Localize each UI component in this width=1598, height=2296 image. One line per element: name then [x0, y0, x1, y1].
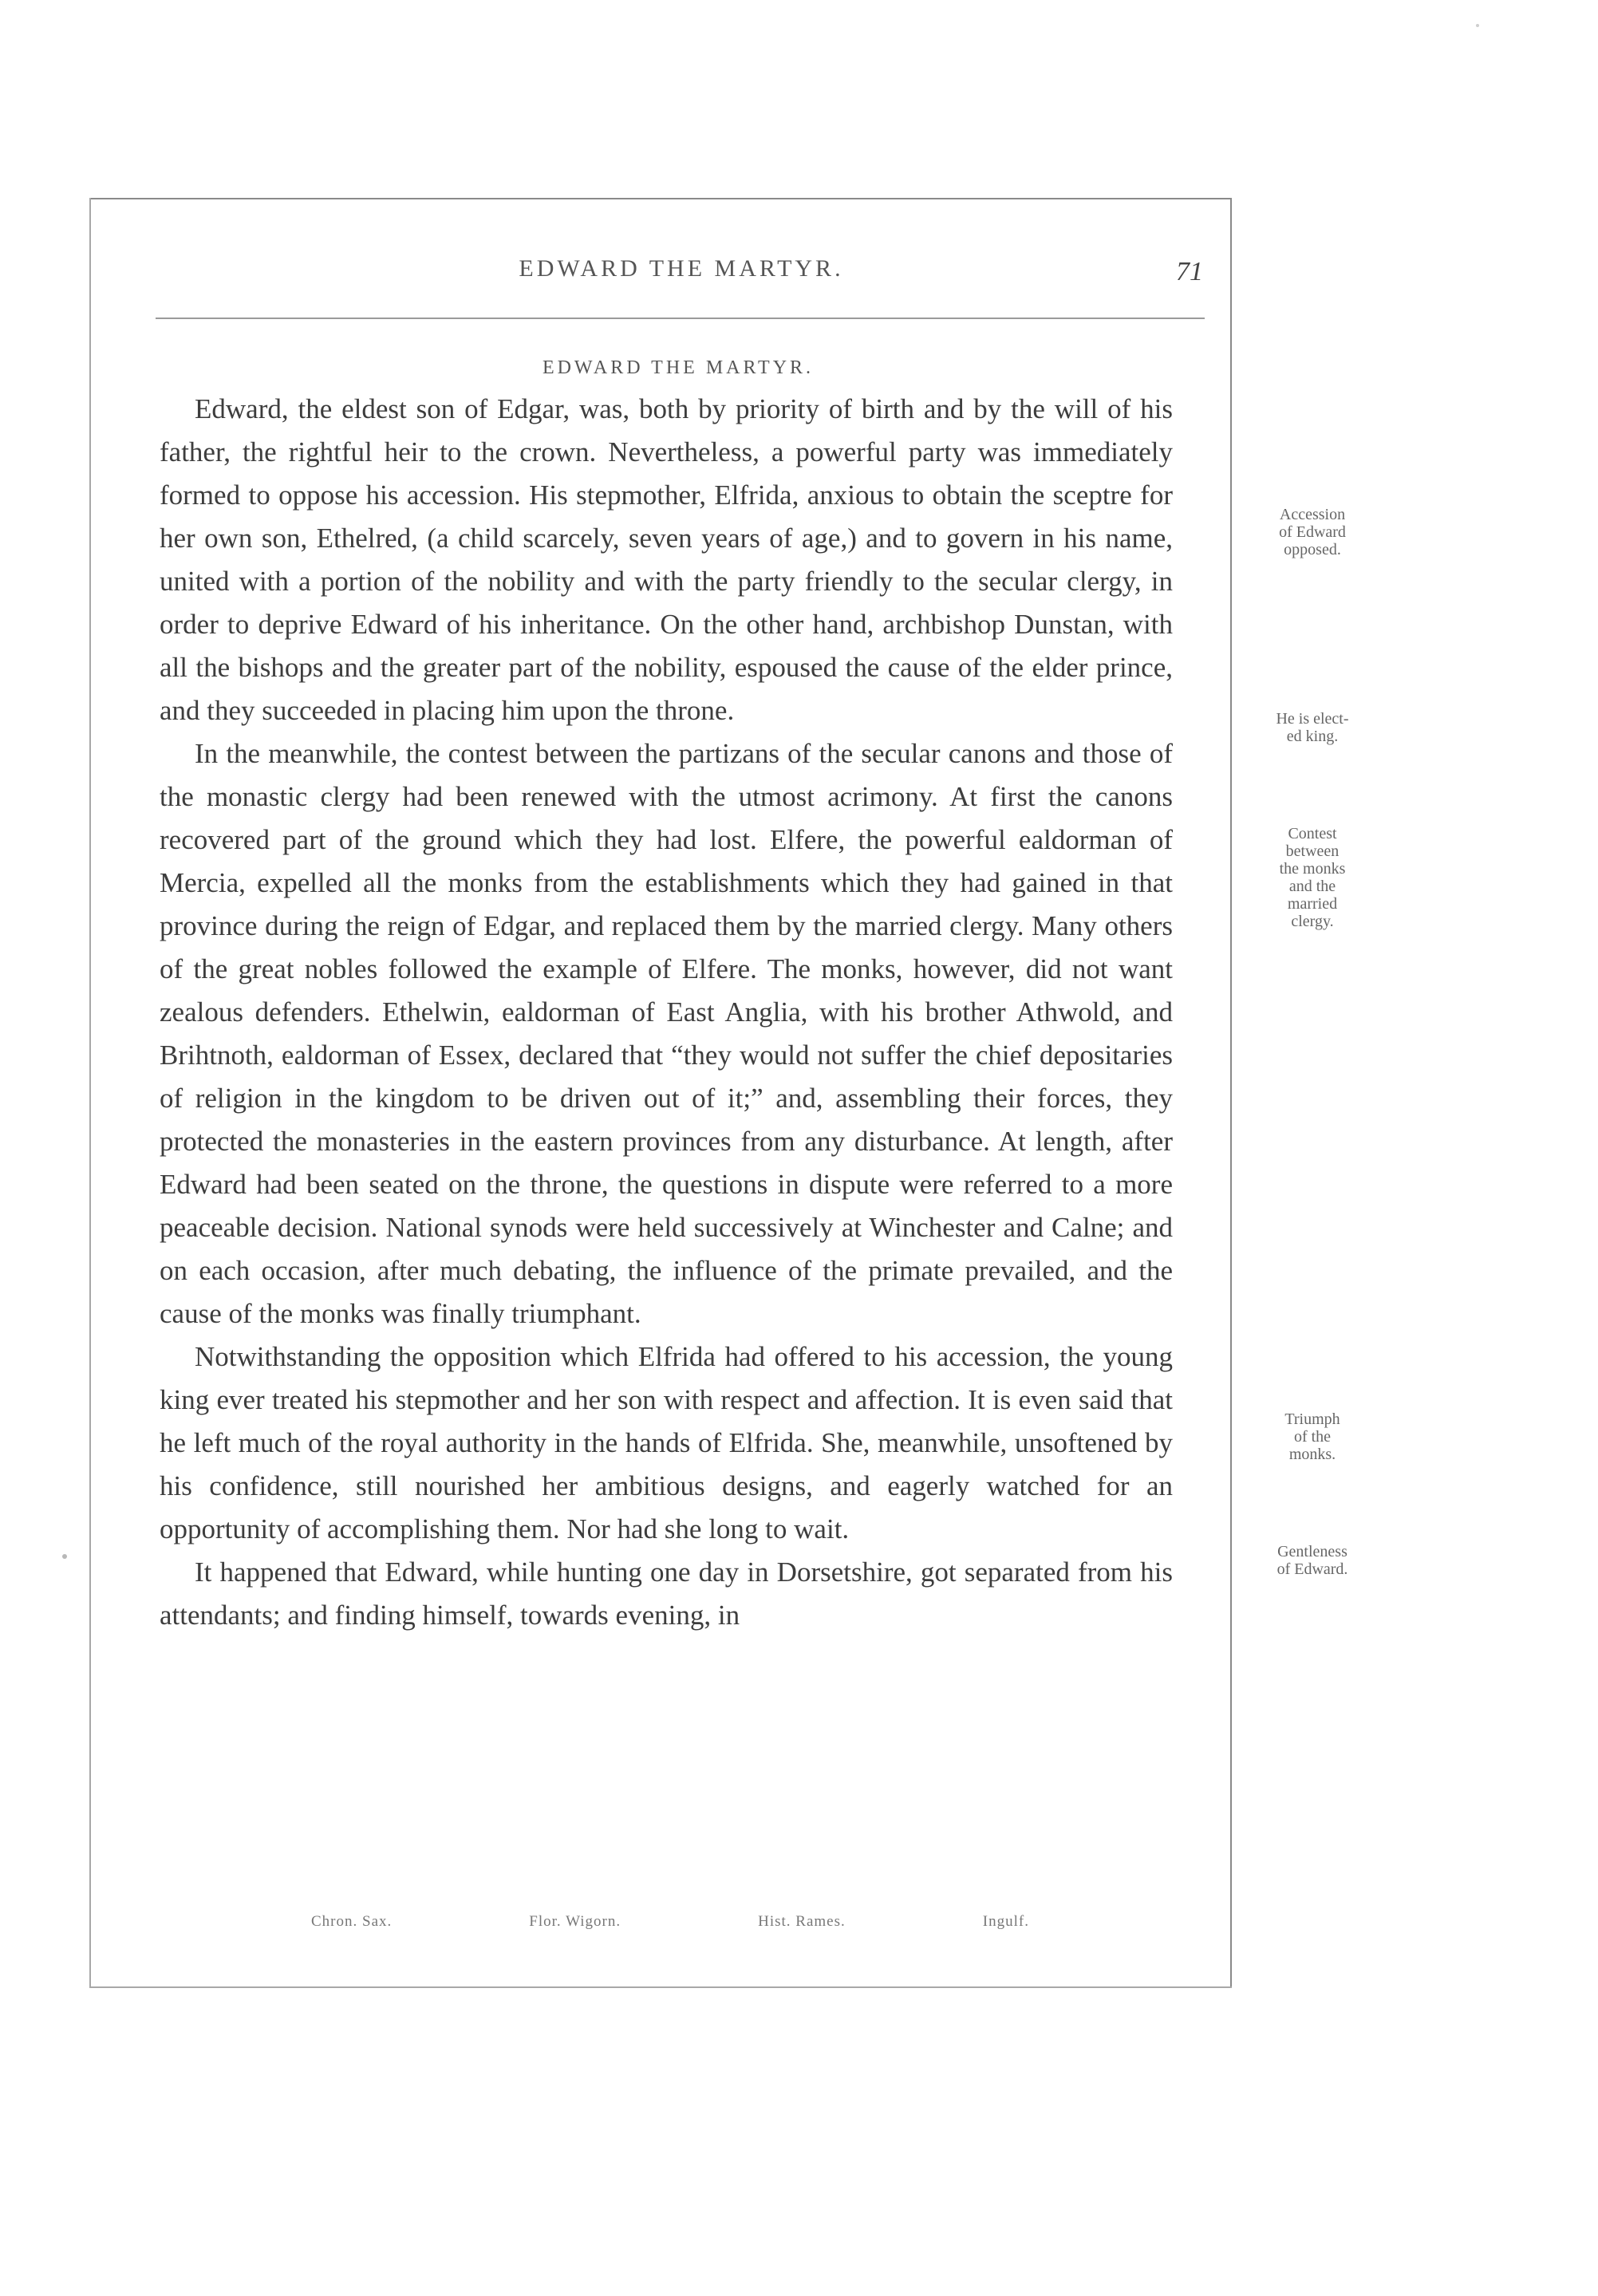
page-frame-right-border: [1230, 198, 1232, 1988]
ink-speck: [1476, 24, 1479, 27]
page-frame-left-border: [89, 198, 91, 1988]
header-rule: [156, 318, 1205, 319]
paragraph: It happened that Edward, while hunting one day in Dorsetshire, got separated from his attendants; and finding himself, towards evening, in: [160, 1556, 1173, 1631]
paragraph: In the meanwhile, the contest between the partizans of the secular canons and those of the monastic clergy had been renewed with the utmost acrimony. At first the canons recovered part of the ground which they had lost. Elfere, the powerful ealdorman of Mercia, expelled all the monks from the establishments which they had gained in that province during the reign of Edgar, and replaced them by the married clergy. Many others of the great nobles followed the example of Elfere. The monks, however, did not want zealous defenders. Ethelwin, ealdorman of East Anglia, with his brother Athwold, and Brihtnoth, ealdorman of Essex, declared that “they would not suffer the chief depositaries of religion in the kingdom to be driven out of it;” and, assembling their forces, they protected the monasteries in the eastern provinces from any disturbance. At length, after Edward had been seated on the throne, the questions in dispute were referred to a more peaceable decision. National synods were held successively at Winchester and Calne; and on each occasion, after much debating, the influence of the primate prevailed, and the cause of the monks was finally triumphant.: [160, 738, 1173, 1329]
running-header: [160, 255, 1203, 287]
footer-ref: Hist. Rames.: [758, 1913, 846, 1930]
footer-references: [311, 1913, 1029, 1931]
body-text: [160, 388, 1173, 1637]
section-heading: EDWARD THE MARTYR.: [542, 357, 815, 378]
paragraph: Edward, the eldest son of Edgar, was, both by priority of birth and by the will of his father, the rightful heir to the crown. Nevertheless, a powerful party was immediately formed to oppose his accession. His stepmother, Elfrida, anxious to obtain the sceptre for her own son, Ethelred, (a child scarcely, seven years of age,) and to govern in his name, united with a portion of the nobility and with the party friendly to the secular clergy, in order to deprive Edward of his inheritance. On the other hand, archbishop Dunstan, with all the bishops and the greater part of the nobility, espoused the cause of the elder prince, and they succeeded in placing him upon the throne.: [160, 393, 1173, 726]
page-frame-top-border: [89, 198, 1232, 199]
side-note-gentleness: Gentleness of Edward.: [1276, 1543, 1348, 1578]
side-note-elected: He is elect- ed king.: [1276, 710, 1349, 745]
side-note-triumph: Triumph of the monks.: [1284, 1410, 1340, 1463]
footer-ref: Ingulf.: [982, 1913, 1029, 1930]
side-note-accession: Accession of Edward opposed.: [1279, 506, 1346, 558]
side-note-contest: Contest between the monks and the married clergy.: [1279, 825, 1346, 930]
footer-ref: Flor. Wigorn.: [529, 1913, 621, 1930]
running-title: EDWARD THE MARTYR.: [519, 255, 844, 282]
page-number: 71: [1176, 257, 1203, 286]
ink-speck: [62, 1554, 67, 1559]
footer-ref: Chron. Sax.: [311, 1913, 393, 1930]
page-frame-bottom-border: [89, 1986, 1232, 1988]
paragraph: Notwithstanding the opposition which Elfrida had offered to his accession, the young king ever treated his stepmother and her son with respect and affection. It is even said that he left much of the royal authority in the hands of Elfrida. She, meanwhile, unsoftened by his confidence, still nourished her ambitious designs, and eagerly watched for an opportunity of accomplishing them. Nor had she long to wait.: [160, 1341, 1173, 1544]
